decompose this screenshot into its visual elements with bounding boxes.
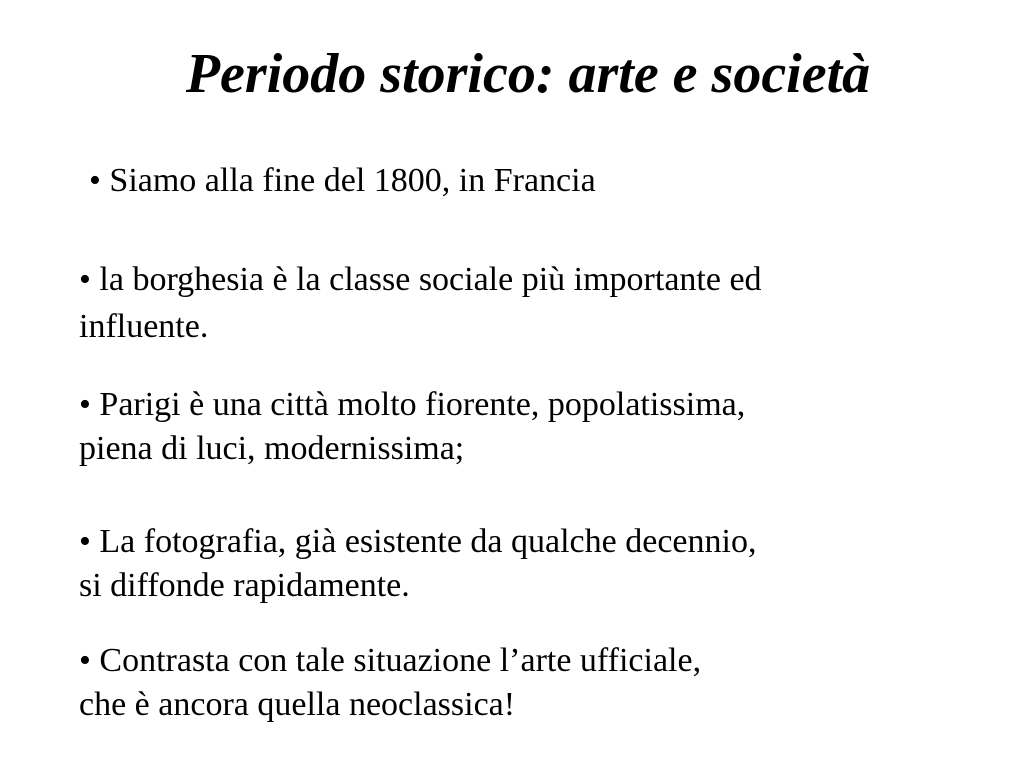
- bullet-4-line-2: si diffonde rapidamente.: [79, 567, 410, 604]
- bullet-item-2: [79, 258, 762, 349]
- bullet-2-line-1: • la borghesia è la classe sociale più importante ed: [79, 261, 762, 298]
- bullet-1-line-1: • Siamo alla fine del 1800, in Francia: [89, 162, 596, 199]
- bullet-2-line-2: influente.: [79, 308, 209, 345]
- bullet-4-line-1: • La fotografia, già esistente da qualche decennio,: [79, 523, 757, 560]
- bullet-item-3: [79, 383, 745, 471]
- slide-title: Periodo storico: arte e società: [185, 43, 871, 105]
- bullet-3-line-2: piena di luci, modernissima;: [79, 430, 465, 467]
- bullet-item-1: [89, 159, 596, 203]
- bullet-item-4: [79, 520, 756, 608]
- bullet-5-line-2: che è ancora quella neoclassica!: [79, 686, 516, 723]
- bullet-item-5: [79, 639, 701, 727]
- bullet-5-line-1: • Contrasta con tale situazione l’arte ufficiale,: [79, 642, 702, 679]
- bullet-3-line-1: • Parigi è una città molto fiorente, popolatissima,: [79, 386, 746, 423]
